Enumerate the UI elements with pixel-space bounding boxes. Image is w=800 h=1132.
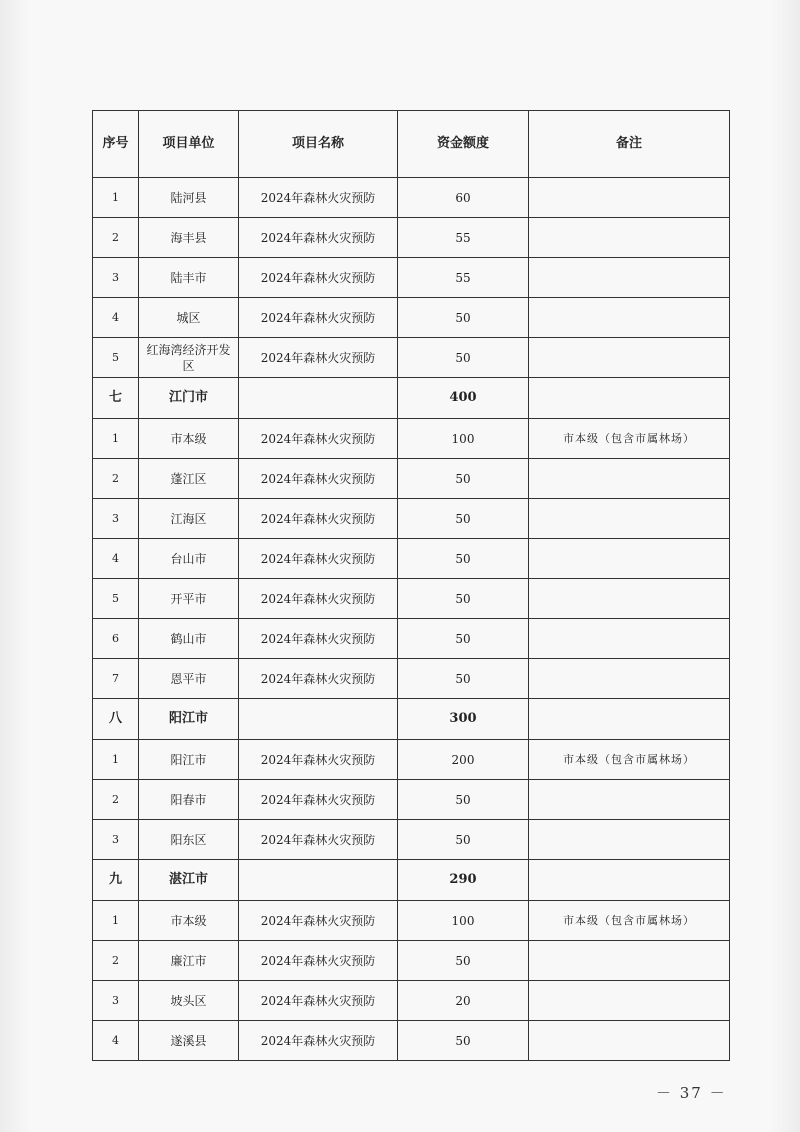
cell-project: 2024年森林火灾预防 bbox=[239, 499, 398, 539]
table-row bbox=[93, 901, 730, 941]
cell-remark bbox=[529, 659, 730, 699]
cell-amount: 50 bbox=[398, 539, 529, 579]
funding-table bbox=[92, 110, 730, 1061]
cell-seq: 3 bbox=[93, 820, 139, 860]
cell-amount: 50 bbox=[398, 1021, 529, 1061]
cell-project: 2024年森林火灾预防 bbox=[239, 579, 398, 619]
table-row bbox=[93, 298, 730, 338]
table-row bbox=[93, 218, 730, 258]
cell-seq: 6 bbox=[93, 619, 139, 659]
header-seq: 序号 bbox=[93, 111, 139, 178]
page-number: － 37 － bbox=[656, 1084, 727, 1102]
cell-unit: 阳春市 bbox=[139, 780, 239, 820]
cell-unit: 城区 bbox=[139, 298, 239, 338]
cell-unit: 廉江市 bbox=[139, 941, 239, 981]
cell-amount: 50 bbox=[398, 499, 529, 539]
cell-seq: 3 bbox=[93, 499, 139, 539]
cell-seq: 3 bbox=[93, 981, 139, 1021]
cell-amount: 55 bbox=[398, 258, 529, 298]
table-row bbox=[93, 1021, 730, 1061]
cell-unit: 坡头区 bbox=[139, 981, 239, 1021]
cell-remark bbox=[529, 820, 730, 860]
cell-seq: 2 bbox=[93, 218, 139, 258]
cell-remark bbox=[529, 981, 730, 1021]
cell-amount: 100 bbox=[398, 419, 529, 459]
cell-amount: 50 bbox=[398, 579, 529, 619]
cell-unit: 湛江市 bbox=[139, 860, 239, 901]
cell-unit: 红海湾经济开发区 bbox=[139, 338, 239, 378]
table-row bbox=[93, 941, 730, 981]
cell-project bbox=[239, 699, 398, 740]
table-row bbox=[93, 981, 730, 1021]
table-row bbox=[93, 659, 730, 699]
cell-unit: 恩平市 bbox=[139, 659, 239, 699]
cell-remark bbox=[529, 218, 730, 258]
cell-project: 2024年森林火灾预防 bbox=[239, 780, 398, 820]
cell-project: 2024年森林火灾预防 bbox=[239, 539, 398, 579]
cell-seq: 4 bbox=[93, 1021, 139, 1061]
cell-amount: 50 bbox=[398, 820, 529, 860]
cell-amount: 60 bbox=[398, 178, 529, 218]
cell-remark bbox=[529, 780, 730, 820]
cell-seq: 4 bbox=[93, 539, 139, 579]
cell-remark bbox=[529, 338, 730, 378]
cell-project bbox=[239, 378, 398, 419]
cell-project: 2024年森林火灾预防 bbox=[239, 298, 398, 338]
cell-unit: 台山市 bbox=[139, 539, 239, 579]
cell-seq: 5 bbox=[93, 338, 139, 378]
cell-remark bbox=[529, 459, 730, 499]
cell-amount: 200 bbox=[398, 740, 529, 780]
cell-project: 2024年森林火灾预防 bbox=[239, 178, 398, 218]
table-row bbox=[93, 258, 730, 298]
cell-amount: 50 bbox=[398, 298, 529, 338]
cell-amount: 50 bbox=[398, 659, 529, 699]
table-row bbox=[93, 459, 730, 499]
cell-remark: 市本级（包含市属林场） bbox=[529, 740, 730, 780]
cell-project: 2024年森林火灾预防 bbox=[239, 619, 398, 659]
cell-seq: 1 bbox=[93, 740, 139, 780]
cell-seq: 3 bbox=[93, 258, 139, 298]
table-header-row bbox=[93, 111, 730, 178]
table-row bbox=[93, 820, 730, 860]
cell-project: 2024年森林火灾预防 bbox=[239, 820, 398, 860]
cell-amount: 100 bbox=[398, 901, 529, 941]
header-project: 项目名称 bbox=[239, 111, 398, 178]
cell-remark bbox=[529, 298, 730, 338]
cell-amount: 400 bbox=[398, 378, 529, 419]
cell-project: 2024年森林火灾预防 bbox=[239, 338, 398, 378]
cell-amount: 50 bbox=[398, 459, 529, 499]
cell-seq: 1 bbox=[93, 178, 139, 218]
cell-seq: 2 bbox=[93, 941, 139, 981]
cell-remark bbox=[529, 499, 730, 539]
cell-project: 2024年森林火灾预防 bbox=[239, 981, 398, 1021]
cell-unit: 蓬江区 bbox=[139, 459, 239, 499]
cell-unit: 阳江市 bbox=[139, 740, 239, 780]
table-row bbox=[93, 780, 730, 820]
cell-unit: 市本级 bbox=[139, 419, 239, 459]
group-row bbox=[93, 699, 730, 740]
table-row bbox=[93, 419, 730, 459]
table-row bbox=[93, 740, 730, 780]
header-remark: 备注 bbox=[529, 111, 730, 178]
cell-seq: 七 bbox=[93, 378, 139, 419]
cell-project: 2024年森林火灾预防 bbox=[239, 740, 398, 780]
cell-seq: 1 bbox=[93, 419, 139, 459]
group-row bbox=[93, 378, 730, 419]
cell-project: 2024年森林火灾预防 bbox=[239, 901, 398, 941]
cell-remark bbox=[529, 178, 730, 218]
header-unit: 项目单位 bbox=[139, 111, 239, 178]
cell-unit: 鹤山市 bbox=[139, 619, 239, 659]
cell-amount: 50 bbox=[398, 780, 529, 820]
table-row bbox=[93, 539, 730, 579]
cell-seq: 5 bbox=[93, 579, 139, 619]
cell-seq: 1 bbox=[93, 901, 139, 941]
cell-project: 2024年森林火灾预防 bbox=[239, 659, 398, 699]
cell-amount: 50 bbox=[398, 338, 529, 378]
cell-amount: 20 bbox=[398, 981, 529, 1021]
cell-amount: 290 bbox=[398, 860, 529, 901]
cell-unit: 江门市 bbox=[139, 378, 239, 419]
cell-project: 2024年森林火灾预防 bbox=[239, 258, 398, 298]
cell-seq: 八 bbox=[93, 699, 139, 740]
cell-amount: 55 bbox=[398, 218, 529, 258]
table-row bbox=[93, 579, 730, 619]
cell-remark bbox=[529, 860, 730, 901]
cell-remark bbox=[529, 619, 730, 659]
cell-unit: 阳东区 bbox=[139, 820, 239, 860]
cell-unit: 阳江市 bbox=[139, 699, 239, 740]
cell-amount: 50 bbox=[398, 941, 529, 981]
cell-remark: 市本级（包含市属林场） bbox=[529, 419, 730, 459]
cell-project: 2024年森林火灾预防 bbox=[239, 1021, 398, 1061]
cell-unit: 陆丰市 bbox=[139, 258, 239, 298]
cell-unit: 海丰县 bbox=[139, 218, 239, 258]
cell-remark bbox=[529, 1021, 730, 1061]
cell-seq: 4 bbox=[93, 298, 139, 338]
cell-seq: 7 bbox=[93, 659, 139, 699]
cell-project: 2024年森林火灾预防 bbox=[239, 941, 398, 981]
table-row bbox=[93, 178, 730, 218]
cell-project: 2024年森林火灾预防 bbox=[239, 218, 398, 258]
cell-seq: 2 bbox=[93, 780, 139, 820]
header-amount: 资金额度 bbox=[398, 111, 529, 178]
cell-remark: 市本级（包含市属林场） bbox=[529, 901, 730, 941]
cell-unit: 遂溪县 bbox=[139, 1021, 239, 1061]
table-row bbox=[93, 619, 730, 659]
cell-remark bbox=[529, 539, 730, 579]
table-row bbox=[93, 338, 730, 378]
cell-amount: 300 bbox=[398, 699, 529, 740]
cell-unit: 市本级 bbox=[139, 901, 239, 941]
cell-unit: 江海区 bbox=[139, 499, 239, 539]
cell-amount: 50 bbox=[398, 619, 529, 659]
group-row bbox=[93, 860, 730, 901]
cell-remark bbox=[529, 258, 730, 298]
cell-remark bbox=[529, 699, 730, 740]
table-body bbox=[93, 178, 730, 1061]
cell-seq: 九 bbox=[93, 860, 139, 901]
cell-remark bbox=[529, 941, 730, 981]
cell-project: 2024年森林火灾预防 bbox=[239, 459, 398, 499]
cell-unit: 开平市 bbox=[139, 579, 239, 619]
cell-remark bbox=[529, 579, 730, 619]
cell-project: 2024年森林火灾预防 bbox=[239, 419, 398, 459]
cell-seq: 2 bbox=[93, 459, 139, 499]
cell-project bbox=[239, 860, 398, 901]
table-row bbox=[93, 499, 730, 539]
cell-unit: 陆河县 bbox=[139, 178, 239, 218]
cell-remark bbox=[529, 378, 730, 419]
